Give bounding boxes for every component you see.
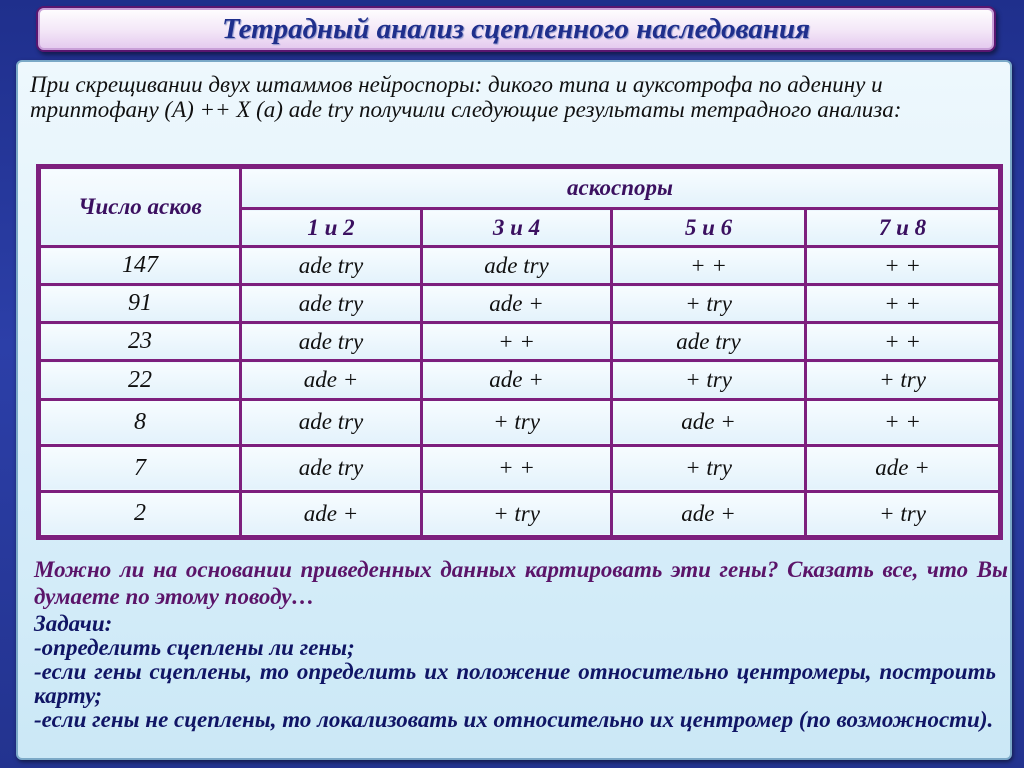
ask-count-cell: 7 (39, 445, 241, 491)
genotype-cell: + + (806, 247, 1001, 285)
genotype-cell: + + (806, 323, 1001, 361)
table-row (39, 247, 1001, 285)
column-header: 3 и 4 (422, 209, 612, 247)
task-item: -определить сцеплены ли гены; (34, 635, 355, 660)
header-ascospores: аскоспоры (241, 167, 1001, 209)
intro-text: При скрещивании двух штаммов нейроспоры: дикого типа и ауксотрофа по аденину и триптофану (А) ++ X (a) ade try получили следующие результаты тетрадного анализа: (30, 72, 902, 122)
tasks-title: Задачи: (34, 611, 113, 636)
content-panel (16, 60, 1012, 760)
genotype-cell: ade try (241, 247, 422, 285)
genotype-cell: ade + (612, 491, 806, 537)
question-text: Можно ли на основании приведенных данных картировать эти гены? Сказать все, что Вы думаете по этому поводу… (34, 557, 1008, 609)
ask-count-cell: 8 (39, 399, 241, 445)
column-header: 5 и 6 (612, 209, 806, 247)
genotype-cell: ade + (612, 399, 806, 445)
genotype-cell: ade + (422, 361, 612, 399)
genotype-cell: ade + (422, 285, 612, 323)
genotype-cell: ade try (241, 323, 422, 361)
genotype-cell: + try (422, 491, 612, 537)
header-ask-count: Число асков (39, 167, 241, 247)
genotype-cell: + try (806, 491, 1001, 537)
genotype-cell: + try (612, 285, 806, 323)
genotype-cell: ade try (241, 399, 422, 445)
table-row (39, 491, 1001, 537)
genotype-cell: ade + (241, 491, 422, 537)
genotype-cell: + + (806, 399, 1001, 445)
genotype-cell: + + (612, 247, 806, 285)
tasks-block (34, 612, 996, 732)
genotype-cell: + + (422, 323, 612, 361)
genotype-cell: + try (612, 445, 806, 491)
genotype-cell: ade try (241, 285, 422, 323)
genotype-cell: ade try (241, 445, 422, 491)
genotype-cell: + + (806, 285, 1001, 323)
ask-count-cell: 2 (39, 491, 241, 537)
ask-count-cell: 91 (39, 285, 241, 323)
table-row (39, 323, 1001, 361)
ask-count-cell: 23 (39, 323, 241, 361)
genotype-cell: ade try (422, 247, 612, 285)
column-header: 7 и 8 (806, 209, 1001, 247)
genotype-cell: + + (422, 445, 612, 491)
genotype-cell: + try (806, 361, 1001, 399)
table-row (39, 361, 1001, 399)
genotype-cell: + try (422, 399, 612, 445)
genotype-cell: ade + (241, 361, 422, 399)
title-bar (36, 6, 996, 52)
task-item: -если гены сцеплены, то определить их положение относительно центромеры, построить карту; (34, 659, 996, 708)
genotype-cell: ade + (806, 445, 1001, 491)
table-row (39, 285, 1001, 323)
genotype-cell: + try (612, 361, 806, 399)
slide-title: Тетрадный анализ сцепленного наследования (221, 12, 811, 45)
table-row (39, 445, 1001, 491)
table-row (39, 399, 1001, 445)
tetrad-table (36, 164, 1003, 540)
task-item: -если гены не сцеплены, то локализовать их относительно их центромер (по возможности). (34, 707, 994, 732)
genotype-cell: ade try (612, 323, 806, 361)
ask-count-cell: 22 (39, 361, 241, 399)
ask-count-cell: 147 (39, 247, 241, 285)
column-header: 1 и 2 (241, 209, 422, 247)
